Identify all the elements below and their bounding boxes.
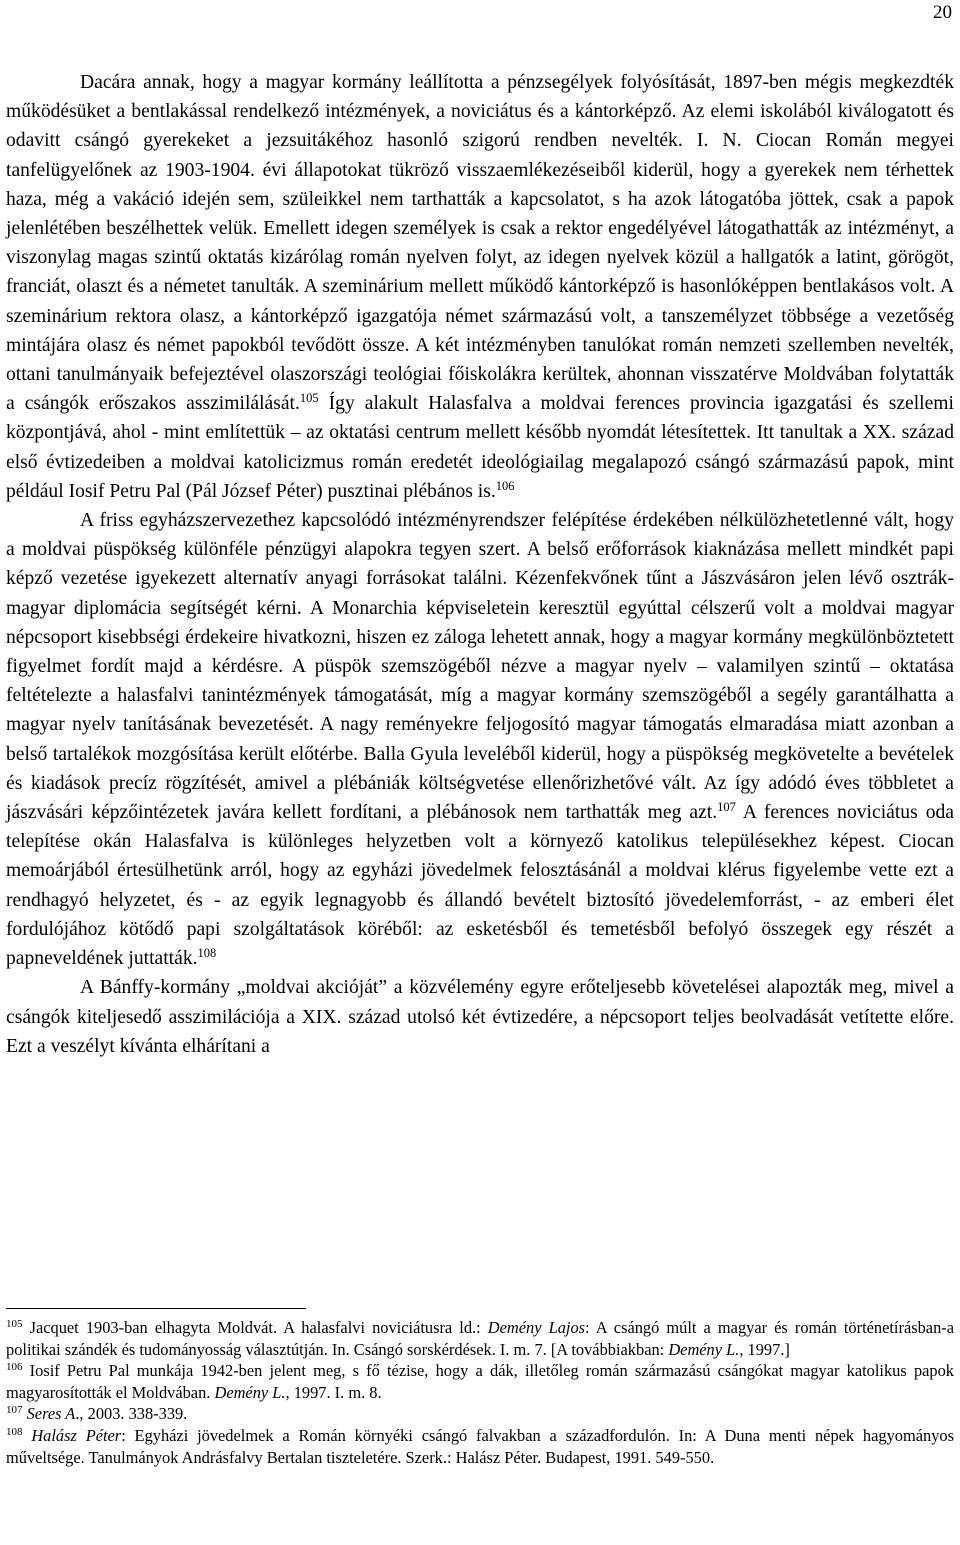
footnote-107 bbox=[6, 1403, 954, 1425]
paragraph-2-text-a: A friss egyházszervezethez kapcsolódó intézményrendszer felépítése érdekében nélkülözhetetlenné vált, hogy a moldvai püspökség különféle pénzügyi alapokra tegyen szert. A belső erőforrások kiaknázása mellett mindkét papi képző vezetése igyekezett alternatív anyagi forrásokat találni. Kézenfekvőnek tűnt a Jászvásáron jelen lévő osztrák-magyar diplomácia segítségét kérni. A Monarchia képviseletein keresztül egyúttal célszerű volt a moldvai magyar népcsoport kisebbségi érdekeire hivatkozni, hiszen ez záloga lehetett annak, hogy a magyar kormány megkülönböztetett figyelmet fordít majd a kérdésre. A püspök szemszögéből nézve a magyar nyelv – valamilyen szintű – oktatása feltételezte a halasfalvi tanintézmények támogatását, míg a magyar kormány szemszögéből a segély garantálhatta a magyar nyelv tanításának bevezetését. A nagy reményekre feljogosító magyar támogatás elmaradása miatt azonban a belső tartalékok mozgósítása került előtérbe. Balla Gyula leveléből kiderül, hogy a püspökség megkövetelte a bevételek és kiadások precíz rögzítését, amivel a plébániák költségvetése ellenőrizhetővé vált. Az így adódó éves többletet a jászvásári képzőintézetek javára kellett fordítani, a plébánosok nem tarthatták meg azt. bbox=[6, 510, 954, 824]
footnote-author: Seres A bbox=[26, 1404, 76, 1424]
footnote-ref-107[interactable]: 107 bbox=[717, 800, 736, 815]
footnote-ref-105[interactable]: 105 bbox=[299, 391, 319, 406]
footnote-106 bbox=[6, 1360, 954, 1403]
footnote-number: 107 bbox=[6, 1404, 23, 1417]
footnote-108 bbox=[6, 1425, 954, 1468]
footnote-author: Demény L. bbox=[214, 1382, 286, 1402]
footnote-text: : A csángó múlt a magyar és román történetírásban-a politikai szándék és tudományosság választútján. In. Csángó sorskérdések. I. m. 7. [A továbbiakban: bbox=[6, 1318, 954, 1359]
footnote-number: 108 bbox=[6, 1425, 23, 1438]
footnote-author: Halász Péter bbox=[31, 1425, 122, 1445]
footnote-number: 105 bbox=[6, 1318, 23, 1330]
footnote-text: , 1997. I. m. 8. bbox=[285, 1382, 382, 1402]
paragraph-2 bbox=[6, 506, 954, 973]
footnote-text: , 1997.] bbox=[739, 1339, 790, 1359]
footnote-text bbox=[23, 1426, 32, 1445]
paragraph-3-text: A Bánffy-kormány „moldvai akcióját” a közvélemény egyre erőteljesebb követelései alapozták meg, mivel a csángók kiteljesedő asszimilációja a XIX. század utolsó két évtizedére, a népcsoport teljes beolvadását vetítette előre. Ezt a veszélyt kívánta elhárítani a bbox=[6, 977, 954, 1057]
footnote-text: : Egyházi jövedelmek a Román környéki csángó falvakban a századfordulón. In: A Duna menti népek hagyományos műveltsége. Tanulmányok Andrásfalvy Bertalan tiszteletére. Szerk.: Halász Péter. Budapest, 1991. 549-550. bbox=[6, 1425, 954, 1467]
footnote-text: Iosif Petru Pal munkája 1942-ben jelent meg, s fő tézise, hogy a dák, illetőleg román származású csángókat magyar katolikus papok magyarosították el Moldvában. bbox=[6, 1361, 954, 1402]
footnote-ref-106[interactable]: 106 bbox=[495, 478, 515, 493]
footnote-divider bbox=[6, 1308, 306, 1309]
page-number: 20 bbox=[933, 2, 952, 23]
paragraph-1 bbox=[6, 68, 954, 506]
footnote-number: 106 bbox=[6, 1361, 23, 1374]
paragraph-2-text-b: A ferences noviciátus oda telepítése okán Halasfalva is különleges helyzetben volt a környező katolikus településekhez képest. Ciocan memoárjából értesülhetünk arról, hogy az egyházi jövedelmek felosztásánál a moldvai klérus figyelembe vette ezt a rendhagyó helyzetet, és - az egyik legnagyobb és állandó bevételt biztosító jövedelemforrást, - az emberi élet fordulójához kötődő papi szolgáltatások köréből: az esketésből és temetésből befolyó összegek egy részét a papneveldének juttatták. bbox=[6, 802, 954, 970]
paragraph-1-text-a: Dacára annak, hogy a magyar kormány leállította a pénzsegélyek folyósítását, 1897-ben mégis megkezdték működésüket a bentlakással rendelkező intézmények, a noviciátus és a kántorképző. Az elemi iskolából kiválogatott és odavitt csángó gyerekeket a jezsuitákéhoz hasonló szigorú rendben nevelték. I. N. Ciocan Román megyei tanfelügyelőnek az 1903-1904. évi állapotokat tükröző visszaemlékezéseiből kiderül, hogy a gyerekek nem térhettek haza, még a vakáció idején sem, szüleikkel nem tarthatták a kapcsolatot, s ha azok látogatóba jöttek, csak a papok jelenlétében beszélhettek velük. Emellett idegen személyek is csak a rektor engedélyével látogathatták az intézményt, a viszonylag magas szintű oktatás kizárólag román nyelven folyt, az idegen nyelvek közül a hallgatók a latint, görögöt, franciát, olaszt és a németet tanulták. A szeminárium mellett működő kántorképző is hasonlóképpen bentlakásos volt. A szeminárium rektora olasz, a kántorképző igazgatója német származású volt, a tanszemélyzet többsége a vezetőség mintájára olasz és német papokból tevődött össze. A két intézményben tanulókat román nemzeti szellemben nevelték, ottani tanulmányaik befejeztével olaszországi teológiai főiskolákra kerültek, ahonnan visszatérve Moldvában folytatták a csángók erőszakos asszimilálását. bbox=[6, 72, 954, 415]
footnote-author: Demény Lajos bbox=[487, 1318, 586, 1337]
footnote-text: ., 2003. 338-339. bbox=[75, 1404, 188, 1424]
paragraph-3 bbox=[6, 973, 954, 1061]
footnotes bbox=[6, 1308, 954, 1468]
footnote-105 bbox=[6, 1317, 954, 1360]
footnote-author: Demény L. bbox=[668, 1339, 740, 1359]
footnote-ref-108[interactable]: 108 bbox=[197, 946, 217, 961]
paragraph-1-text-b: Így alakult Halasfalva a moldvai ferences provincia igazgatási és szellemi központjává, ahol - mint említettük – az oktatási centrum mellett később nyomdát létesítettek. Itt tanultak a XX. század első évtizedeiben a moldvai katolicizmus román eredetét ideológiailag megalapozó csángó származású papok, mint például Iosif Petru Pal (Pál József Péter) pusztinai plébános is. bbox=[6, 393, 954, 502]
body-text bbox=[6, 68, 954, 1061]
footnote-text: Jacquet 1903-ban elhagyta Moldvát. A halasfalvi noviciátusra ld.: bbox=[22, 1318, 488, 1337]
